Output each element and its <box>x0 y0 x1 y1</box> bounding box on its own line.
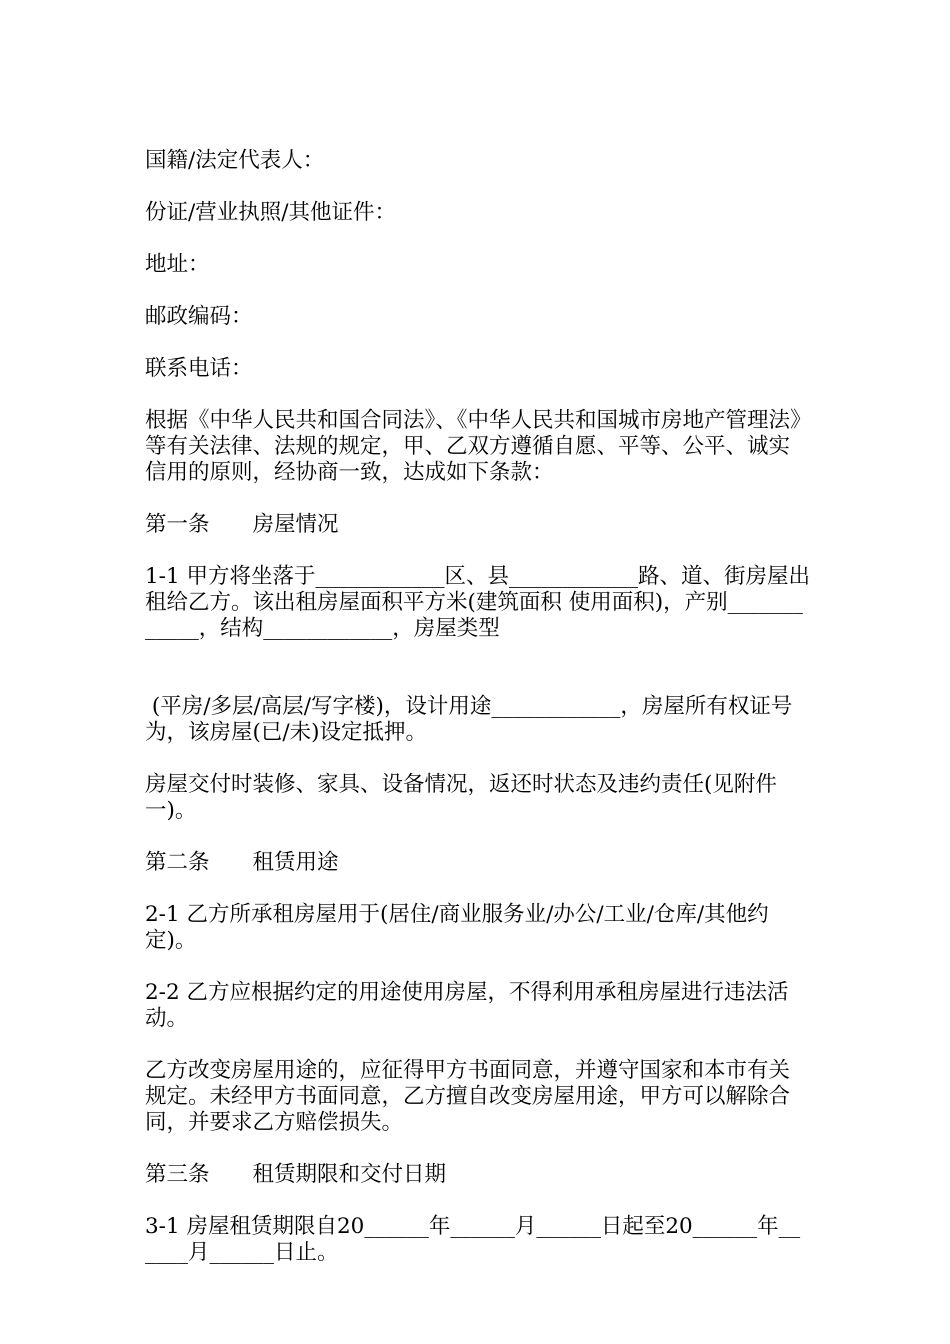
field-id-document: 份证/营业执照/其他证件： <box>145 200 396 225</box>
article-3-heading: 第三条 租赁期限和交付日期 <box>145 1162 447 1187</box>
field-phone: 联系电话： <box>145 356 253 381</box>
field-address: 地址： <box>145 252 210 277</box>
clause-handover-condition: 房屋交付时装修、家具、设备情况，返还时状态及违约责任(见附件一)。 <box>145 772 777 823</box>
clause-1-1: 1-1 甲方将坐落于____________区、县____________路、道、街房屋出租给乙方。该出租房屋面积平方米(建筑面积 使用面积)，产别____________，结构____________，房屋类型 <box>145 564 810 641</box>
document-page <box>145 148 810 1266</box>
clause-3-1: 3-1 房屋租赁期限自20______年______月______日起至20______年______月______日止。 <box>145 1214 801 1265</box>
article-2-heading: 第二条 租赁用途 <box>145 850 339 875</box>
article-1-heading: 第一条 房屋情况 <box>145 512 339 537</box>
field-postal-code: 邮政编码： <box>145 304 253 329</box>
clause-change-of-use: 乙方改变房屋用途的，应征得甲方书面同意，并遵守国家和本市有关规定。未经甲方书面同意，乙方擅自改变房屋用途，甲方可以解除合同，并要求乙方赔偿损失。 <box>145 1058 791 1135</box>
clause-2-2: 2-2 乙方应根据约定的用途使用房屋，不得利用承租房屋进行违法活动。 <box>145 980 789 1031</box>
preamble-paragraph: 根据《中华人民共和国合同法》、《中华人民共和国城市房地产管理法》等有关法律、法规的规定，甲、乙双方遵循自愿、平等、公平、诚实信用的原则，经协商一致，达成如下条款： <box>145 408 801 485</box>
clause-1-1-continued: (平房/多层/高层/写字楼)，设计用途____________，房屋所有权证号为，该房屋(已/未)设定抵押。 <box>145 694 793 745</box>
field-nationality-representative: 国籍/法定代表人： <box>145 148 325 173</box>
clause-2-1: 2-1 乙方所承租房屋用于(居住/商业服务业/办公/工业/仓库/其他约定)。 <box>145 902 769 953</box>
